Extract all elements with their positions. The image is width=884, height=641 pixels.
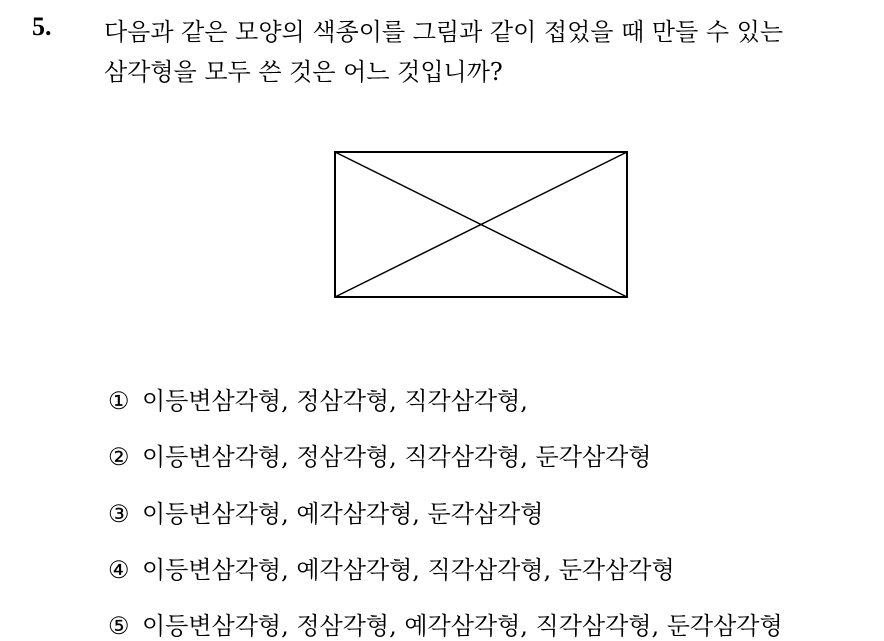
question-text-line-2: 삼각형을 모두 쓴 것은 어느 것입니까? [104, 58, 503, 86]
choice-mark: ③ [108, 500, 130, 528]
choice-text: 이등변삼각형, 정삼각형, 예각삼각형, 직각삼각형, 둔각삼각형 [142, 612, 783, 640]
choice-mark: ⑤ [108, 612, 130, 640]
choice-1[interactable] [108, 381, 528, 416]
choice-text: 이등변삼각형, 정삼각형, 직각삼각형, 둔각삼각형 [142, 443, 652, 471]
choice-2[interactable] [108, 437, 651, 472]
choice-mark: ② [108, 443, 130, 471]
question-number: 5. [32, 12, 52, 41]
choice-5[interactable] [108, 606, 783, 641]
question-text-line-1: 다음과 같은 모양의 색종이를 그림과 같이 접었을 때 만들 수 있는 [104, 18, 784, 46]
choice-text: 이등변삼각형, 예각삼각형, 둔각삼각형 [142, 500, 544, 528]
choice-text: 이등변삼각형, 정삼각형, 직각삼각형, [142, 387, 528, 415]
choice-mark: ④ [108, 556, 130, 584]
choice-3[interactable] [108, 494, 543, 529]
choice-4[interactable] [108, 550, 675, 585]
choice-text: 이등변삼각형, 예각삼각형, 직각삼각형, 둔각삼각형 [142, 556, 675, 584]
choice-mark: ① [108, 387, 130, 415]
folded-paper-figure [334, 151, 630, 299]
